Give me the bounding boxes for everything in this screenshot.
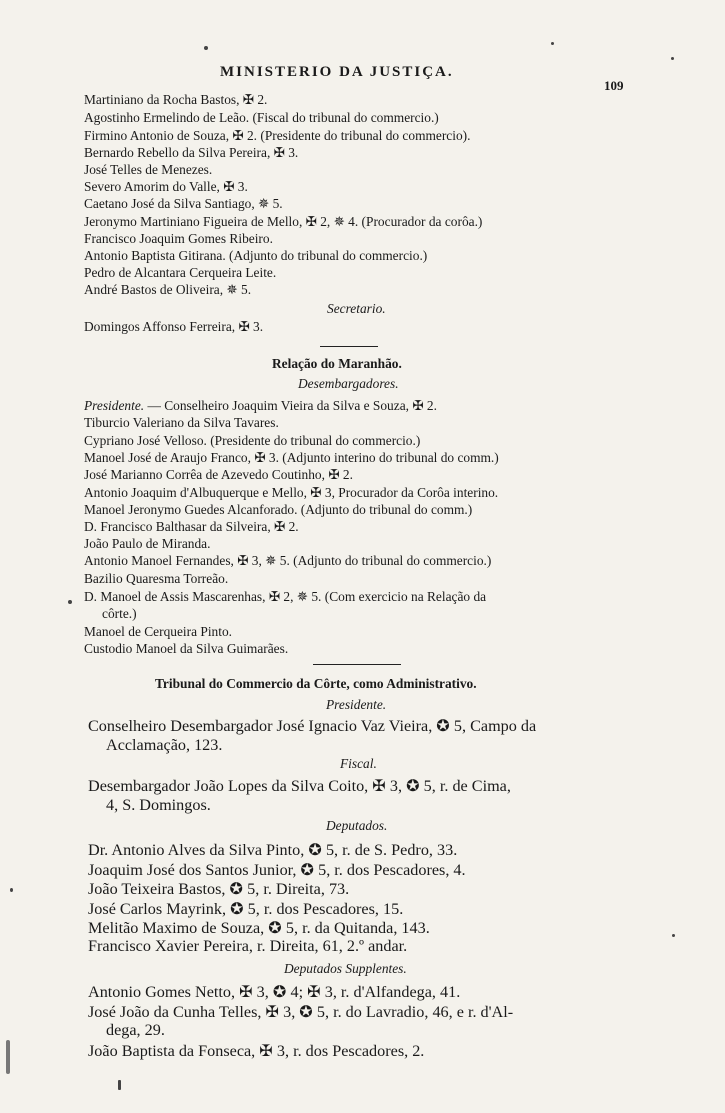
- entry-line: Francisco Xavier Pereira, r. Direita, 61, 2.º andar.: [88, 937, 408, 955]
- entry-line: 4, S. Domingos.: [106, 796, 211, 814]
- entry-line: Acclamação, 123.: [106, 736, 223, 754]
- entry-line: dega, 29.: [106, 1021, 165, 1039]
- scan-speck: [10, 888, 13, 892]
- deputados-label: Deputados.: [326, 818, 388, 833]
- entry-line: D. Francisco Balthasar da Silveira, ✠ 2.: [84, 519, 299, 534]
- scan-speck: [118, 1080, 121, 1090]
- entry-line: Domingos Affonso Ferreira, ✠ 3.: [84, 319, 264, 334]
- entry-line: Agostinho Ermelindo de Leão. (Fiscal do tribunal do commercio.): [84, 110, 439, 125]
- entry-line: Antonio Baptista Gitirana. (Adjunto do tribunal do commercio.): [84, 248, 428, 263]
- entry-line: Dr. Antonio Alves da Silva Pinto, ✪ 5, r. de S. Pedro, 33.: [88, 841, 458, 859]
- entry-line: Firmino Antonio de Souza, ✠ 2. (Presidente do tribunal do commercio).: [84, 128, 471, 143]
- entry-line: Francisco Joaquim Gomes Ribeiro.: [84, 231, 273, 246]
- supplentes-label: Deputados Supplentes.: [284, 961, 407, 976]
- entry-line: João Teixeira Bastos, ✪ 5, r. Direita, 73.: [88, 880, 350, 898]
- running-title: MINISTERIO DA JUSTIÇA.: [220, 64, 454, 80]
- entry-line: João Baptista da Fonseca, ✠ 3, r. dos Pescadores, 2.: [88, 1042, 425, 1060]
- entry-line: Martiniano da Rocha Bastos, ✠ 2.: [84, 92, 268, 107]
- section-divider: [313, 664, 401, 665]
- entry-line: Joaquim José dos Santos Junior, ✪ 5, r. dos Pescadores, 4.: [88, 861, 466, 879]
- entry-line: Manoel de Cerqueira Pinto.: [84, 624, 233, 639]
- scan-speck: [6, 1040, 10, 1074]
- presidente-label: Presidente.: [326, 697, 387, 712]
- section-subtitle: Desembargadores.: [298, 376, 399, 391]
- entry-line: Melitão Maximo de Souza, ✪ 5, r. da Quitanda, 143.: [88, 919, 430, 937]
- entry-line: D. Manoel de Assis Mascarenhas, ✠ 2, ✵ 5. (Com exercicio na Relação da: [84, 589, 487, 604]
- entry-line: Tiburcio Valeriano da Silva Tavares.: [84, 415, 279, 430]
- entry-line: Bernardo Rebello da Silva Pereira, ✠ 3.: [84, 145, 299, 160]
- entry-line: Severo Amorim do Valle, ✠ 3.: [84, 179, 248, 194]
- entry-line: Manoel José de Araujo Franco, ✠ 3. (Adjunto interino do tribunal do comm.): [84, 450, 499, 465]
- entry-line: Antonio Joaquim d'Albuquerque e Mello, ✠ 3, Procurador da Corôa interino.: [84, 485, 499, 500]
- entry-line: Antonio Manoel Fernandes, ✠ 3, ✵ 5. (Adjunto do tribunal do commercio.): [84, 553, 492, 568]
- entry-line: Manoel Jeronymo Guedes Alcanforado. (Adjunto do tribunal do comm.): [84, 502, 473, 517]
- entry-line: côrte.): [102, 606, 137, 621]
- scan-speck: [551, 42, 554, 45]
- section-title: Relação do Maranhão.: [272, 356, 402, 371]
- secretario-label: Secretario.: [327, 301, 386, 316]
- entry-line: Pedro de Alcantara Cerqueira Leite.: [84, 265, 277, 280]
- president-line: [84, 398, 437, 414]
- section-title: Tribunal do Commercio da Côrte, como Administrativo.: [155, 676, 477, 691]
- scan-speck: [68, 600, 72, 604]
- entry-line: João Paulo de Miranda.: [84, 536, 211, 551]
- scan-speck: [671, 57, 674, 60]
- entry-line: Desembargador João Lopes da Silva Coito, ✠ 3, ✪ 5, r. de Cima,: [88, 777, 511, 795]
- entry-line: José João da Cunha Telles, ✠ 3, ✪ 5, r. do Lavradio, 46, e r. d'Al-: [88, 1003, 514, 1021]
- page-number: 109: [604, 78, 624, 93]
- entry-line: Jeronymo Martiniano Figueira de Mello, ✠ 2, ✵ 4. (Procurador da corôa.): [84, 214, 483, 229]
- entry-line: José Telles de Menezes.: [84, 162, 213, 177]
- entry-line: Conselheiro Desembargador José Ignacio Vaz Vieira, ✪ 5, Campo da: [88, 717, 537, 735]
- page-header: [0, 64, 725, 93]
- entry-line: José Carlos Mayrink, ✪ 5, r. dos Pescadores, 15.: [88, 900, 404, 918]
- entry-line: Custodio Manoel da Silva Guimarães.: [84, 641, 289, 656]
- scan-speck: [672, 934, 675, 937]
- fiscal-label: Fiscal.: [340, 756, 377, 771]
- entry-line: Caetano José da Silva Santiago, ✵ 5.: [84, 196, 283, 211]
- president-label: Presidente.: [84, 398, 145, 413]
- president-text: — Conselheiro Joaquim Vieira da Silva e Souza, ✠ 2.: [147, 398, 437, 413]
- entry-line: André Bastos de Oliveira, ✵ 5.: [84, 282, 252, 297]
- entry-line: Bazilio Quaresma Torreão.: [84, 571, 229, 586]
- entry-line: José Marianno Corrêa de Azevedo Coutinho, ✠ 2.: [84, 467, 353, 482]
- scan-speck: [204, 46, 208, 50]
- entry-line: Cypriano José Velloso. (Presidente do tribunal do commercio.): [84, 433, 421, 448]
- section-divider: [320, 346, 378, 347]
- entry-line: Antonio Gomes Netto, ✠ 3, ✪ 4; ✠ 3, r. d'Alfandega, 41.: [88, 983, 461, 1001]
